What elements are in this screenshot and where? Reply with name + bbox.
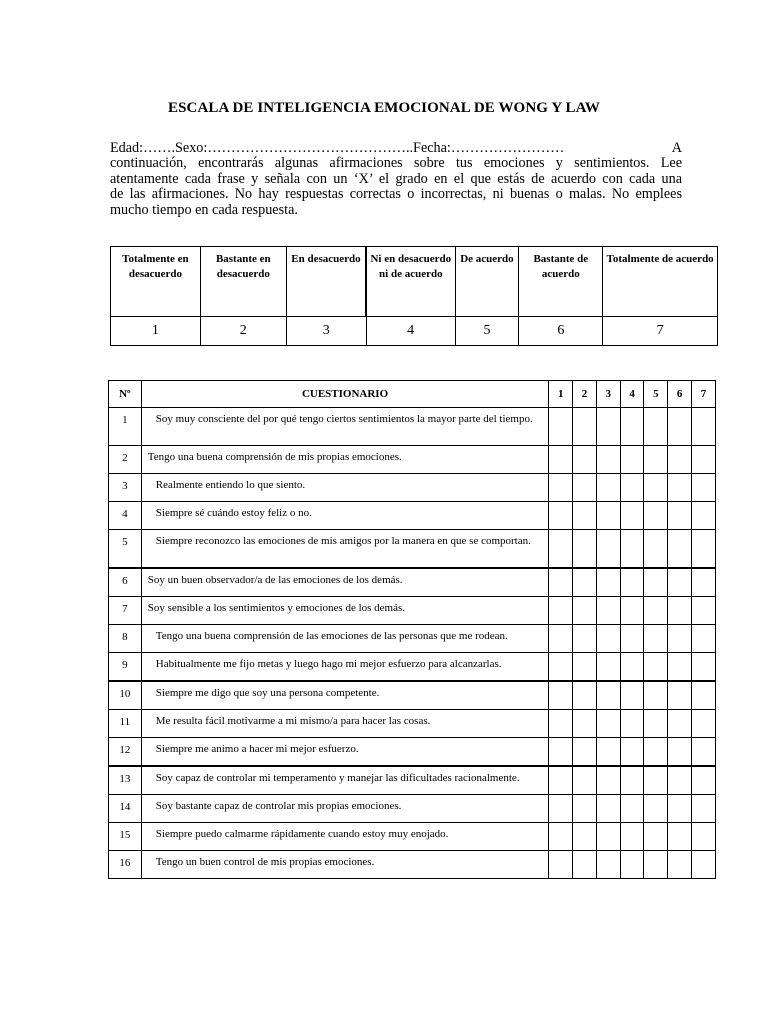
col-scale-header: 5 xyxy=(644,381,668,408)
question-number: 10 xyxy=(109,681,142,710)
question-number: 7 xyxy=(109,597,142,625)
question-number: 4 xyxy=(109,502,142,530)
answer-box-4[interactable] xyxy=(620,766,644,795)
scale-value-row xyxy=(111,317,718,346)
answer-box-3[interactable] xyxy=(596,738,620,767)
answer-box-5[interactable] xyxy=(644,653,668,682)
answer-box-1[interactable] xyxy=(549,625,573,653)
col-scale-header: 7 xyxy=(692,381,716,408)
answer-box-2[interactable] xyxy=(573,738,597,767)
question-row xyxy=(109,625,716,653)
questionnaire-table xyxy=(108,380,716,879)
answer-box-2[interactable] xyxy=(573,766,597,795)
question-text-cell xyxy=(141,474,549,502)
answer-box-6[interactable] xyxy=(668,710,692,738)
question-row xyxy=(109,530,716,569)
answer-box-1[interactable] xyxy=(549,597,573,625)
scale-label: Totalmente de acuerdo xyxy=(603,247,718,317)
answer-box-6[interactable] xyxy=(668,625,692,653)
scale-label: Totalmente en desacuerdo xyxy=(111,247,201,317)
answer-box-7[interactable] xyxy=(692,681,716,710)
question-text: Soy capaz de controlar mi temperamento y manejar las dificultades racionalmente. xyxy=(155,772,520,784)
answer-box-5[interactable] xyxy=(644,710,668,738)
intro-line-5: mucho tiempo en cada respuesta. xyxy=(110,201,298,218)
answer-box-1[interactable] xyxy=(549,653,573,682)
question-text: Tengo una buena comprensión de las emociones de las personas que me rodean. xyxy=(155,630,508,642)
answer-box-1[interactable] xyxy=(549,851,573,879)
question-row xyxy=(109,502,716,530)
question-number: 15 xyxy=(109,823,142,851)
answer-box-4[interactable] xyxy=(620,408,644,446)
answer-box-4[interactable] xyxy=(620,597,644,625)
answer-box-2[interactable] xyxy=(573,530,597,569)
answer-box-4[interactable] xyxy=(620,530,644,569)
question-row xyxy=(109,653,716,682)
intro-line-1 xyxy=(110,141,682,156)
question-number: 5 xyxy=(109,530,142,569)
answer-box-1[interactable] xyxy=(549,568,573,597)
scale-value: 1 xyxy=(111,317,201,346)
answer-box-3[interactable] xyxy=(596,653,620,682)
question-text: Soy un buen observador/a de las emociones de los demás. xyxy=(147,574,403,586)
question-text-cell xyxy=(141,710,549,738)
question-number: 6 xyxy=(109,568,142,597)
answer-box-4[interactable] xyxy=(620,823,644,851)
question-row xyxy=(109,681,716,710)
question-text: Habitualmente me fijo metas y luego hago mi mejor esfuerzo para alcanzarlas. xyxy=(155,658,502,670)
answer-box-7[interactable] xyxy=(692,474,716,502)
answer-box-4[interactable] xyxy=(620,653,644,682)
col-scale-header: 6 xyxy=(668,381,692,408)
question-row xyxy=(109,568,716,597)
question-text-cell xyxy=(141,653,549,682)
answer-box-2[interactable] xyxy=(573,474,597,502)
answer-box-7[interactable] xyxy=(692,530,716,569)
answer-box-7[interactable] xyxy=(692,710,716,738)
answer-box-4[interactable] xyxy=(620,474,644,502)
answer-box-1[interactable] xyxy=(549,530,573,569)
question-row xyxy=(109,823,716,851)
answer-box-6[interactable] xyxy=(668,738,692,767)
answer-box-2[interactable] xyxy=(573,408,597,446)
intro-line-3: atentamente cada frase y señala con un ‘X’ el grado en el que estás de acuerdo con cada una xyxy=(110,170,682,187)
answer-box-6[interactable] xyxy=(668,408,692,446)
col-scale-header: 3 xyxy=(596,381,620,408)
col-scale-header: 1 xyxy=(549,381,573,408)
question-text: Soy muy consciente del por qué tengo ciertos sentimientos la mayor parte del tiempo. xyxy=(155,413,533,425)
answer-box-2[interactable] xyxy=(573,502,597,530)
question-row xyxy=(109,795,716,823)
answer-box-1[interactable] xyxy=(549,474,573,502)
question-text: Soy sensible a los sentimientos y emociones de los demás. xyxy=(147,602,406,614)
scale-label: Ni en desacuerdo ni de acuerdo xyxy=(366,247,455,317)
answer-box-3[interactable] xyxy=(596,710,620,738)
question-text: Soy bastante capaz de controlar mis propias emociones. xyxy=(155,800,402,812)
answer-box-6[interactable] xyxy=(668,530,692,569)
answer-box-2[interactable] xyxy=(573,681,597,710)
question-text-cell xyxy=(141,823,549,851)
question-number: 16 xyxy=(109,851,142,879)
answer-box-2[interactable] xyxy=(573,625,597,653)
answer-box-3[interactable] xyxy=(596,625,620,653)
question-text-cell xyxy=(141,625,549,653)
question-row xyxy=(109,710,716,738)
answer-box-5[interactable] xyxy=(644,408,668,446)
answer-box-1[interactable] xyxy=(549,408,573,446)
scale-value: 2 xyxy=(200,317,286,346)
answer-box-5[interactable] xyxy=(644,568,668,597)
answer-box-3[interactable] xyxy=(596,408,620,446)
question-row xyxy=(109,766,716,795)
answer-box-1[interactable] xyxy=(549,795,573,823)
question-number: 1 xyxy=(109,408,142,446)
question-number: 12 xyxy=(109,738,142,767)
answer-box-1[interactable] xyxy=(549,823,573,851)
answer-box-5[interactable] xyxy=(644,681,668,710)
answer-box-3[interactable] xyxy=(596,530,620,569)
question-text-cell xyxy=(141,530,549,569)
question-row xyxy=(109,446,716,474)
instructions xyxy=(110,141,682,218)
col-scale-header: 4 xyxy=(620,381,644,408)
answer-box-5[interactable] xyxy=(644,597,668,625)
answer-box-1[interactable] xyxy=(549,766,573,795)
page-title: ESCALA DE INTELIGENCIA EMOCIONAL DE WONG Y LAW xyxy=(167,100,601,116)
question-number: 8 xyxy=(109,625,142,653)
question-number: 13 xyxy=(109,766,142,795)
intro-line-2: continuación, encontrarás algunas afirmaciones sobre tus emociones y sentimientos. Lee xyxy=(110,155,682,172)
answer-box-6[interactable] xyxy=(668,823,692,851)
col-questionnaire-header: CUESTIONARIO xyxy=(141,381,549,408)
scale-value: 7 xyxy=(603,317,718,346)
answer-box-7[interactable] xyxy=(692,766,716,795)
answer-box-5[interactable] xyxy=(644,738,668,767)
answer-box-1[interactable] xyxy=(549,502,573,530)
question-text: Siempre sé cuándo estoy feliz o no. xyxy=(155,507,312,519)
question-text: Siempre me animo a hacer mi mejor esfuerzo. xyxy=(155,743,359,755)
answer-box-5[interactable] xyxy=(644,474,668,502)
answer-box-1[interactable] xyxy=(549,738,573,767)
question-text-cell xyxy=(141,681,549,710)
answer-box-7[interactable] xyxy=(692,502,716,530)
scale-header-row xyxy=(111,247,718,317)
question-number: 14 xyxy=(109,795,142,823)
answer-box-3[interactable] xyxy=(596,766,620,795)
question-text-cell xyxy=(141,766,549,795)
question-row xyxy=(109,474,716,502)
questionnaire-header-row xyxy=(109,381,716,408)
answer-box-6[interactable] xyxy=(668,681,692,710)
answer-box-1[interactable] xyxy=(549,710,573,738)
question-row xyxy=(109,597,716,625)
question-text-cell xyxy=(141,738,549,767)
question-text-cell xyxy=(141,568,549,597)
question-number: 11 xyxy=(109,710,142,738)
col-number-header: Nº xyxy=(109,381,142,408)
answer-box-2[interactable] xyxy=(573,653,597,682)
question-row xyxy=(109,851,716,879)
answer-box-6[interactable] xyxy=(668,474,692,502)
answer-box-2[interactable] xyxy=(573,795,597,823)
question-text-cell xyxy=(141,502,549,530)
question-text: Siempre me digo que soy una persona competente. xyxy=(155,687,380,699)
question-text-cell xyxy=(141,408,549,446)
answer-box-3[interactable] xyxy=(596,568,620,597)
answer-box-7[interactable] xyxy=(692,597,716,625)
answer-box-7[interactable] xyxy=(692,795,716,823)
question-text: Tengo un buen control de mis propias emociones. xyxy=(155,856,375,868)
answer-box-2[interactable] xyxy=(573,710,597,738)
respondent-fields[interactable]: Edad:…….Sexo:……………………………………..Fecha:…………………… xyxy=(110,140,565,156)
answer-box-7[interactable] xyxy=(692,446,716,474)
question-number: 3 xyxy=(109,474,142,502)
answer-box-4[interactable] xyxy=(620,502,644,530)
answer-box-4[interactable] xyxy=(620,851,644,879)
answer-box-7[interactable] xyxy=(692,738,716,767)
answer-box-5[interactable] xyxy=(644,446,668,474)
answer-box-5[interactable] xyxy=(644,502,668,530)
answer-box-2[interactable] xyxy=(573,851,597,879)
scale-label: De acuerdo xyxy=(455,247,519,317)
answer-box-7[interactable] xyxy=(692,823,716,851)
scale-value: 4 xyxy=(366,317,455,346)
answer-box-4[interactable] xyxy=(620,625,644,653)
answer-box-3[interactable] xyxy=(596,795,620,823)
question-text: Tengo una buena comprensión de mis propias emociones. xyxy=(147,451,402,463)
answer-box-7[interactable] xyxy=(692,851,716,879)
answer-box-5[interactable] xyxy=(644,851,668,879)
question-text-cell xyxy=(141,446,549,474)
scale-label: En desacuerdo xyxy=(286,247,366,317)
intro-line-4: de las afirmaciones. No hay respuestas correctas o incorrectas, ni buenas o malas. No emplees xyxy=(110,186,682,203)
answer-box-6[interactable] xyxy=(668,766,692,795)
answer-box-3[interactable] xyxy=(596,597,620,625)
intro-line-1-end: A xyxy=(671,140,682,156)
question-text: Siempre reconozco las emociones de mis amigos por la manera en que se comportan. xyxy=(155,535,531,547)
answer-box-3[interactable] xyxy=(596,446,620,474)
scale-value: 3 xyxy=(286,317,366,346)
answer-box-6[interactable] xyxy=(668,502,692,530)
answer-box-2[interactable] xyxy=(573,446,597,474)
answer-box-6[interactable] xyxy=(668,568,692,597)
answer-box-5[interactable] xyxy=(644,795,668,823)
answer-box-4[interactable] xyxy=(620,738,644,767)
question-text-cell xyxy=(141,597,549,625)
question-row xyxy=(109,408,716,446)
scale-value: 5 xyxy=(455,317,519,346)
question-text-cell xyxy=(141,795,549,823)
response-scale-table xyxy=(110,246,718,346)
answer-box-5[interactable] xyxy=(644,625,668,653)
answer-box-5[interactable] xyxy=(644,823,668,851)
answer-box-5[interactable] xyxy=(644,766,668,795)
question-row xyxy=(109,738,716,767)
answer-box-4[interactable] xyxy=(620,568,644,597)
answer-box-4[interactable] xyxy=(620,681,644,710)
scale-value: 6 xyxy=(519,317,603,346)
answer-box-3[interactable] xyxy=(596,502,620,530)
answer-box-3[interactable] xyxy=(596,823,620,851)
question-text: Realmente entiendo lo que siento. xyxy=(155,479,306,491)
answer-box-1[interactable] xyxy=(549,446,573,474)
scale-label: Bastante en desacuerdo xyxy=(200,247,286,317)
answer-box-2[interactable] xyxy=(573,597,597,625)
answer-box-3[interactable] xyxy=(596,474,620,502)
answer-box-6[interactable] xyxy=(668,851,692,879)
answer-box-7[interactable] xyxy=(692,625,716,653)
question-text-cell xyxy=(141,851,549,879)
scale-label: Bastante de acuerdo xyxy=(519,247,603,317)
answer-box-6[interactable] xyxy=(668,597,692,625)
answer-box-7[interactable] xyxy=(692,653,716,682)
answer-box-3[interactable] xyxy=(596,851,620,879)
question-number: 9 xyxy=(109,653,142,682)
answer-box-4[interactable] xyxy=(620,446,644,474)
question-text: Me resulta fácil motivarme a mi mismo/a para hacer las cosas. xyxy=(155,715,431,727)
answer-box-1[interactable] xyxy=(549,681,573,710)
answer-box-7[interactable] xyxy=(692,408,716,446)
question-number: 2 xyxy=(109,446,142,474)
question-text: Siempre puedo calmarme rápidamente cuando estoy muy enojado. xyxy=(155,828,449,840)
answer-box-5[interactable] xyxy=(644,530,668,569)
answer-box-2[interactable] xyxy=(573,823,597,851)
answer-box-3[interactable] xyxy=(596,681,620,710)
answer-box-6[interactable] xyxy=(668,446,692,474)
col-scale-header: 2 xyxy=(573,381,597,408)
answer-box-4[interactable] xyxy=(620,795,644,823)
answer-box-4[interactable] xyxy=(620,710,644,738)
answer-box-2[interactable] xyxy=(573,568,597,597)
answer-box-6[interactable] xyxy=(668,653,692,682)
answer-box-7[interactable] xyxy=(692,568,716,597)
answer-box-6[interactable] xyxy=(668,795,692,823)
